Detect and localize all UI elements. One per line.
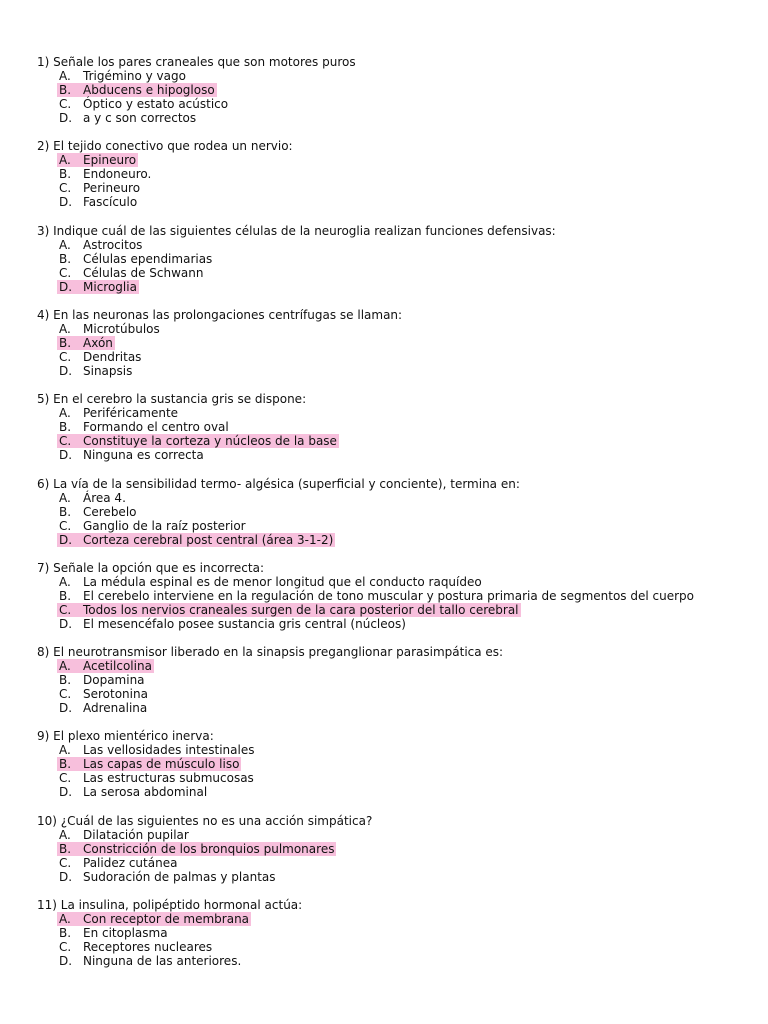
option-letter: B. (59, 505, 72, 519)
option-text: El mesencéfalo posee sustancia gris central (núcleos) (83, 617, 406, 631)
question-11 (0, 898, 768, 968)
option-letter: A. (59, 743, 71, 757)
option-letter: B. (59, 926, 72, 940)
question-stem: 5) En el cerebro la sustancia gris se dispone: (37, 392, 307, 406)
option-text: Las estructuras submucosas (83, 771, 254, 785)
option-text: Acetilcolina (83, 659, 152, 673)
option-text: Dendritas (83, 350, 142, 364)
option-text: En citoplasma (83, 926, 168, 940)
question-3 (0, 224, 768, 294)
option-text: Área 4. (83, 491, 126, 505)
option-letter: C. (59, 940, 72, 954)
question-stem: 4) En las neuronas las prolongaciones centrífugas se llaman: (37, 308, 403, 322)
option-text: Constituye la corteza y núcleos de la base (83, 434, 337, 448)
option-text: a y c son correctos (83, 111, 197, 125)
option-letter: B. (59, 589, 72, 603)
option-text: Adrenalina (83, 701, 148, 715)
option-text: Epineuro (83, 153, 137, 167)
option-letter: D. (59, 111, 73, 125)
option-letter: B. (59, 336, 72, 350)
option-letter: C. (59, 266, 72, 280)
option-text: Fascículo (83, 195, 138, 209)
option-letter: A. (59, 238, 71, 252)
option-letter: B. (59, 757, 72, 771)
option-letter: A. (59, 575, 71, 589)
option-letter: D. (59, 364, 73, 378)
option-letter: C. (59, 350, 72, 364)
option-text: Serotonina (83, 687, 148, 701)
option-letter: D. (59, 533, 73, 547)
option-letter: A. (59, 828, 71, 842)
option-letter: A. (59, 153, 71, 167)
option-text: Constricción de los bronquios pulmonares (83, 842, 335, 856)
option-letter: B. (59, 842, 72, 856)
question-1 (0, 55, 768, 125)
option-letter: C. (59, 856, 72, 870)
option-text: Sinapsis (83, 364, 133, 378)
option-text: Óptico y estato acústico (83, 97, 229, 111)
question-6 (0, 477, 768, 547)
question-stem: 2) El tejido conectivo que rodea un nervio: (37, 139, 293, 153)
option-text: Cerebelo (83, 505, 137, 519)
option-text: El cerebelo interviene en la regulación de tono muscular y postura primaria de segmentos del cuerpo (83, 589, 694, 603)
option-letter: D. (59, 785, 73, 799)
option-text: Dilatación pupilar (83, 828, 189, 842)
question-stem: 8) El neurotransmisor liberado en la sinapsis preganglionar parasimpática es: (37, 645, 504, 659)
option-letter: B. (59, 673, 72, 687)
question-stem: 7) Señale la opción que es incorrecta: (37, 561, 264, 575)
question-stem: 3) Indique cuál de las siguientes células de la neuroglia realizan funciones defensivas: (37, 224, 556, 238)
question-stem: 6) La vía de la sensibilidad termo- algésica (superficial y conciente), termina en: (37, 477, 520, 491)
option-letter: B. (59, 167, 72, 181)
question-stem: 9) El plexo mientérico inerva: (37, 729, 214, 743)
option-letter: D. (59, 870, 73, 884)
question-4 (0, 308, 768, 378)
option-text: Ninguna de las anteriores. (83, 954, 242, 968)
option-text: Las capas de músculo liso (83, 757, 240, 771)
option-text: Con receptor de membrana (83, 912, 250, 926)
option-text: Células de Schwann (83, 266, 204, 280)
option-text: La médula espinal es de menor longitud que el conducto raquídeo (83, 575, 482, 589)
option-letter: A. (59, 69, 71, 83)
option-text: Endoneuro. (83, 167, 152, 181)
option-text: Periféricamente (83, 406, 179, 420)
option-text: Corteza cerebral post central (área 3-1-2) (83, 533, 334, 547)
option-letter: B. (59, 83, 72, 97)
option-letter: D. (59, 617, 73, 631)
option-letter: A. (59, 491, 71, 505)
option-text: Microglia (83, 280, 137, 294)
question-5 (0, 392, 768, 462)
option-text: Dopamina (83, 673, 145, 687)
option-text: Las vellosidades intestinales (83, 743, 255, 757)
option-text: Formando el centro oval (83, 420, 229, 434)
option-text: Astrocitos (83, 238, 143, 252)
option-text: Palidez cutánea (83, 856, 178, 870)
option-text: Ninguna es correcta (83, 448, 204, 462)
option-text: Trigémino y vago (83, 69, 186, 83)
option-letter: C. (59, 519, 72, 533)
question-stem: 11) La insulina, polipéptido hormonal actúa: (37, 898, 303, 912)
option-letter: C. (59, 687, 72, 701)
option-letter: D. (59, 954, 73, 968)
option-letter: D. (59, 701, 73, 715)
option-text: Células ependimarias (83, 252, 213, 266)
option-letter: C. (59, 181, 72, 195)
question-stem: 10) ¿Cuál de las siguientes no es una acción simpática? (37, 814, 373, 828)
option-letter: C. (59, 97, 72, 111)
option-letter: A. (59, 659, 71, 673)
option-letter: B. (59, 252, 72, 266)
question-8 (0, 645, 768, 715)
option-letter: A. (59, 912, 71, 926)
option-text: Receptores nucleares (83, 940, 213, 954)
option-letter: C. (59, 771, 72, 785)
option-text: Axón (83, 336, 113, 350)
option-text: Todos los nervios craneales surgen de la cara posterior del tallo cerebral (83, 603, 519, 617)
option-letter: A. (59, 406, 71, 420)
question-2 (0, 139, 768, 209)
option-letter: C. (59, 603, 72, 617)
question-7 (0, 561, 768, 631)
option-letter: C. (59, 434, 72, 448)
option-text: Sudoración de palmas y plantas (83, 870, 276, 884)
option-letter: D. (59, 448, 73, 462)
question-10 (0, 814, 768, 884)
option-letter: B. (59, 420, 72, 434)
option-letter: A. (59, 322, 71, 336)
question-stem: 1) Señale los pares craneales que son motores puros (37, 55, 356, 69)
option-text: Perineuro (83, 181, 141, 195)
option-letter: D. (59, 195, 73, 209)
option-text: Ganglio de la raíz posterior (83, 519, 246, 533)
question-9 (0, 729, 768, 799)
option-text: Abducens e hipogloso (83, 83, 215, 97)
option-text: La serosa abdominal (83, 785, 208, 799)
option-letter: D. (59, 280, 73, 294)
option-text: Microtúbulos (83, 322, 160, 336)
